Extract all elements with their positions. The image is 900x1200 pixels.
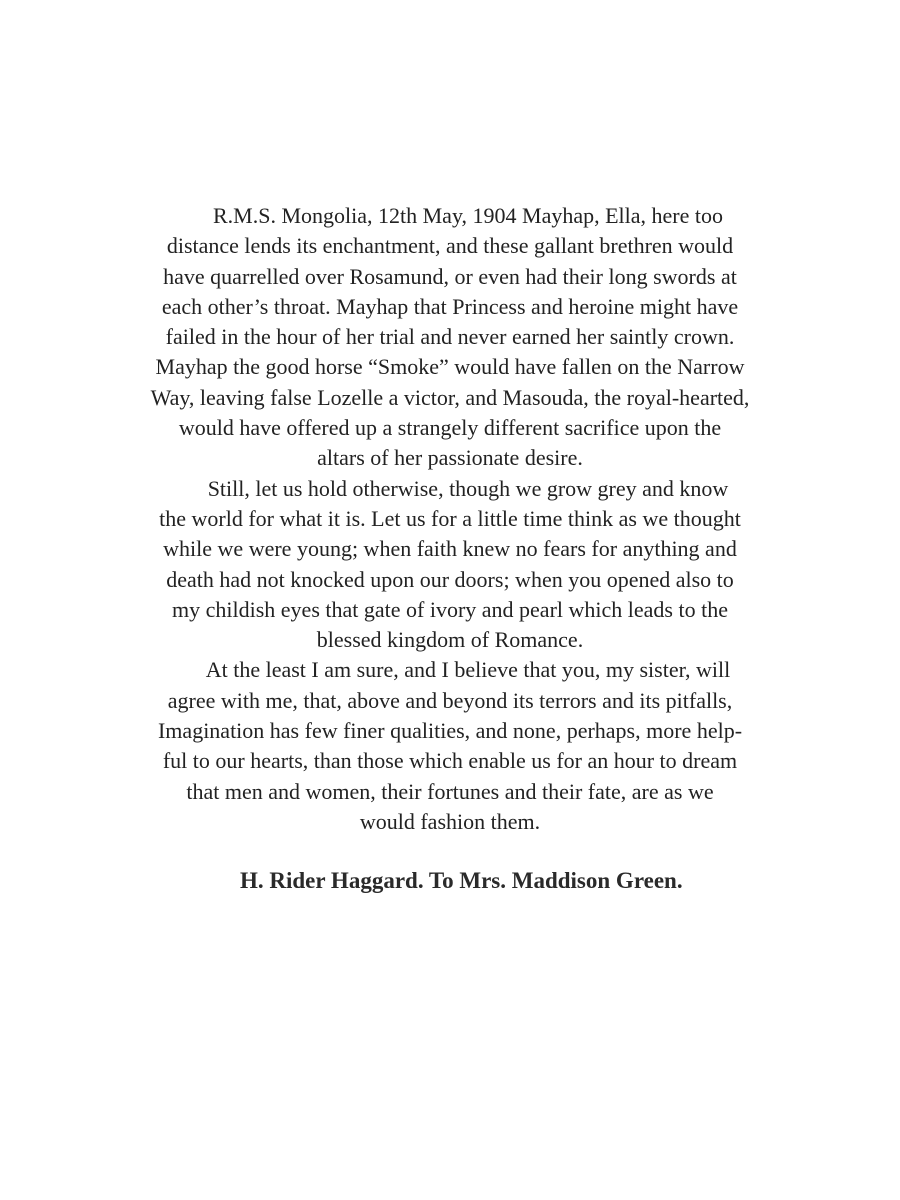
text-line: each other’s throat. Mayhap that Princess and heroine might have xyxy=(161,293,739,319)
text-line: agree with me, that, above and beyond its terrors and its pitfalls, xyxy=(167,687,733,713)
text-line: R.M.S. Mongolia, 12th May, 1904 Mayhap, Ella, here too xyxy=(212,203,724,228)
text-line: while we were young; when faith knew no fears for anything and xyxy=(163,536,737,562)
text-line: death had not knocked upon our doors; when you opened also to xyxy=(166,566,734,592)
text-line: Mayhap the good horse “Smoke” would have fallen on the Narrow xyxy=(155,354,745,380)
text-line: Still, let us hold otherwise, though we grow grey and know xyxy=(207,475,729,501)
text-line: would have offered up a strangely different sacrifice upon the xyxy=(178,415,722,441)
text-line: distance lends its enchantment, and these gallant brethren would xyxy=(166,233,734,259)
text-line: altars of her passionate desire. xyxy=(317,445,583,471)
text-line: ful to our hearts, than those which enable us for an hour to dream xyxy=(162,748,738,774)
text-line: At the least I am sure, and I believe that you, my sister, will xyxy=(205,657,731,683)
text-line: blessed kingdom of Romance. xyxy=(316,627,584,653)
text-line: Way, leaving false Lozelle a victor, and Masouda, the royal-hearted, xyxy=(150,384,750,410)
text-line: that men and women, their fortunes and their fate, are as we xyxy=(186,778,714,804)
text-line: Imagination has few finer qualities, and none, perhaps, more help- xyxy=(157,718,743,744)
text-line: my childish eyes that gate of ivory and pearl which leads to the xyxy=(172,596,728,622)
text-line: the world for what it is. Let us for a little time think as we thought xyxy=(159,505,741,531)
text-line: failed in the hour of her trial and never earned her saintly crown. xyxy=(165,324,735,350)
text-line: would fashion them. xyxy=(359,808,541,834)
signature: H. Rider Haggard. To Mrs. Maddison Green. xyxy=(240,868,683,893)
letter-body xyxy=(140,201,760,837)
text-line: have quarrelled over Rosamund, or even had their long swords at xyxy=(163,263,737,289)
